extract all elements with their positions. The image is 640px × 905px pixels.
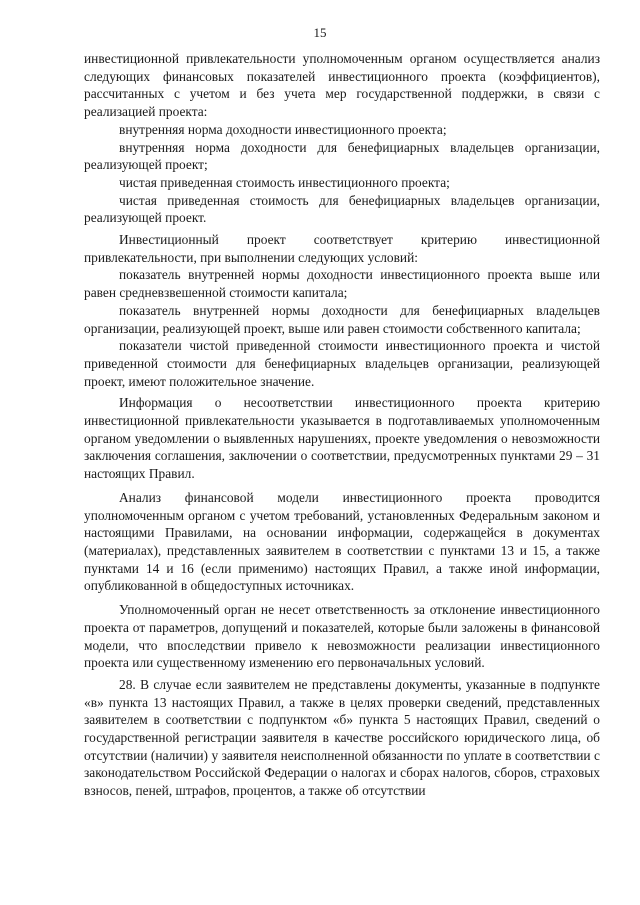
list-item: показатели чистой приведенной стоимости инвестиционного проекта и чистой приведенной стоимости для бенефициарных владельцев организации, реализующей проект, имеют положительное значение. xyxy=(84,338,600,389)
list-item: внутренняя норма доходности для бенефициарных владельцев организации, реализующей проект; xyxy=(84,139,600,173)
paragraph: Анализ финансовой модели инвестиционного проекта проводится уполномоченным органом с учетом требований, установленных Федеральным законом и настоящими Правилами, на основании информации, содержащейся в документах (материалах), представленных заявителем в соответствии с пунктами 13 и 15, а также пунктами 14 и 16 (если применимо) настоящих Правил, а также иной информации, опубликованной в общедоступных источниках. xyxy=(84,489,600,594)
paragraph: 28. В случае если заявителем не представлены документы, указанные в подпункте «в» пункта 13 настоящих Правил, а также в целях проверки сведений, представленных заявителем в соответствии с подпунктом «б» пункта 5 настоящих Правил, сведений о государственной регистрации заявителя в качестве российского юридического лица, об отсутствии (наличии) у заявителя неисполненной обязанности по уплате в соответствии с законодательством Российской Федерации о налогах и сборах налогов, сборов, страховых взносов, пеней, штрафов, процентов, а также об отсутствии xyxy=(84,676,600,799)
document-body xyxy=(84,50,600,800)
list-item: чистая приведенная стоимость инвестиционного проекта; xyxy=(119,174,450,190)
paragraph: Информация о несоответствии инвестиционного проекта критерию инвестиционной привлекательности указывается в подготавливаемых уполномоченным органом уведомлении о выявленных нарушениях, проекте уведомления о невозможности заключения соглашения, заключении о соответствии, предусмотренных пунктами 29 – 31 настоящих Правил. xyxy=(84,395,600,482)
list-item: чистая приведенная стоимость для бенефициарных владельцев организации, реализующей проект. xyxy=(84,192,600,226)
paragraph: Инвестиционный проект соответствует критерию инвестиционной привлекательности, при выполнении следующих условий: xyxy=(84,232,600,265)
paragraph: инвестиционной привлекательности уполномоченным органом осуществляется анализ следующих финансовых показателей инвестиционного проекта (коэффициентов), рассчитанных с учетом и без учета мер государственной поддержки, в связи с реализацией проекта: xyxy=(84,51,600,120)
list-item: показатель внутренней нормы доходности для бенефициарных владельцев организации, реализующей проект, выше или равен стоимости собственного капитала; xyxy=(84,302,600,336)
list-item: показатель внутренней нормы доходности инвестиционного проекта выше или равен средневзвешенной стоимости капитала; xyxy=(84,267,600,301)
page-number: 15 xyxy=(313,25,327,40)
list-item: внутренняя норма доходности инвестиционного проекта; xyxy=(119,121,447,137)
paragraph: Уполномоченный орган не несет ответственность за отклонение инвестиционного проекта от параметров, допущений и показателей, которые были заложены в финансовой модели, что впоследствии привело к невозможности реализации инвестиционного проекта или существенному изменению его первоначальных условий. xyxy=(84,602,600,671)
